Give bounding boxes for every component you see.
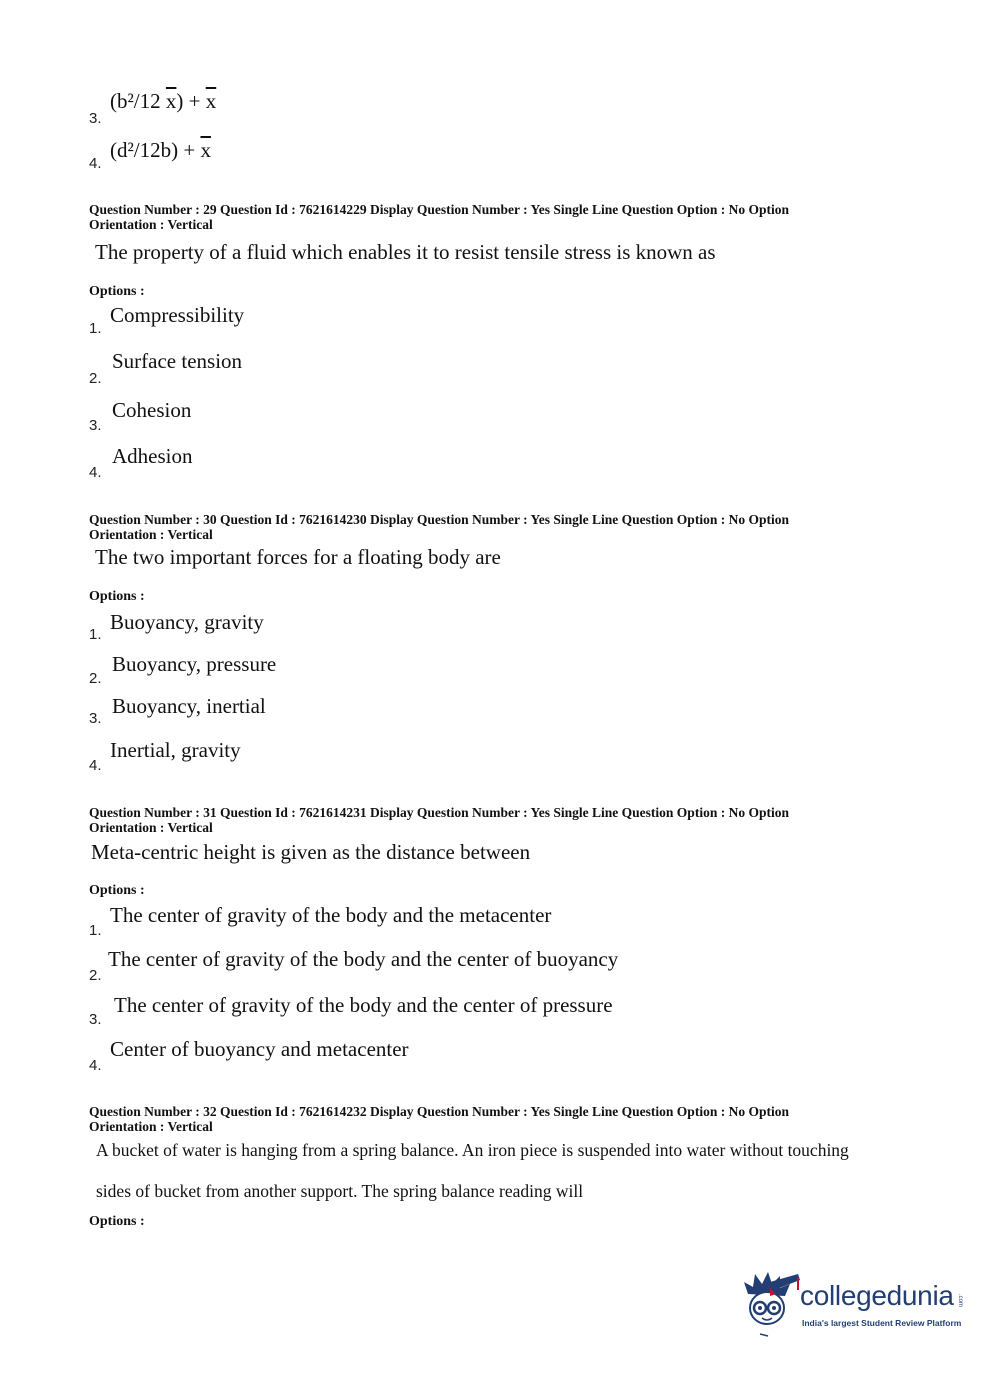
q31-option-3-text: The center of gravity of the body and the center of pressure <box>114 993 613 1017</box>
q29-options-label: Options : <box>89 284 145 299</box>
q31-option-2-number: 2. <box>89 967 102 984</box>
brand-suffix: .com <box>957 1294 963 1308</box>
q32-meta: Question Number : 32 Question Id : 7621614232 Display Question Number : Yes Single Line Question Option : No Option Orientation : Vertical <box>89 1104 789 1134</box>
q29-option-2-number: 2. <box>89 370 102 387</box>
q30-option-4-number: 4. <box>89 757 102 774</box>
q31-option-4-number: 4. <box>89 1057 102 1074</box>
q30-text: The two important forces for a floating body are <box>95 545 501 569</box>
q29-meta: Question Number : 29 Question Id : 7621614229 Display Question Number : Yes Single Line Question Option : No Option Orientation : Vertical <box>89 202 789 232</box>
q29-option-4-number: 4. <box>89 464 102 481</box>
q31-option-2-text: The center of gravity of the body and the center of buoyancy <box>108 947 619 971</box>
prev-option-4-number: 4. <box>89 155 102 172</box>
q30-option-2-number: 2. <box>89 670 102 687</box>
q30-options-label: Options : <box>89 589 145 604</box>
brand-name: collegedunia <box>800 1280 954 1311</box>
q29-text: The property of a fluid which enables it to resist tensile stress is known as <box>95 240 716 264</box>
q30-option-3-text: Buoyancy, inertial <box>112 694 266 718</box>
q30-option-3-number: 3. <box>89 710 102 727</box>
prev-option-4-text: $(d^2/12b) + \overline{x}$ <box>110 138 211 162</box>
q31-meta: Question Number : 31 Question Id : 7621614231 Display Question Number : Yes Single Line Question Option : No Option Orientation : Vertical <box>89 805 789 835</box>
q31-options-label: Options : <box>89 883 145 898</box>
q30-option-2-text: Buoyancy, pressure <box>112 652 277 676</box>
q30-option-4-text: Inertial, gravity <box>110 738 241 762</box>
q29-option-1-text: Compressibility <box>110 303 245 327</box>
q30-option-1-number: 1. <box>89 626 102 643</box>
q32-options-label: Options : <box>89 1214 145 1229</box>
prev-option-3-text: (b²/12 $\overline{x}) + \overline{x}$ <box>110 89 217 113</box>
q31-option-4-text: Center of buoyancy and metacenter <box>110 1037 409 1061</box>
q29-option-1-number: 1. <box>89 320 102 337</box>
q31-option-1-number: 1. <box>89 922 102 939</box>
prev-option-3-number: 3. <box>89 110 102 127</box>
q30-option-1-text: Buoyancy, gravity <box>110 610 264 634</box>
q29-option-4-text: Adhesion <box>112 444 193 468</box>
q30-meta: Question Number : 30 Question Id : 7621614230 Display Question Number : Yes Single Line Question Option : No Option Orientation : Vertical <box>89 512 789 542</box>
q29-option-3-text: Cohesion <box>112 398 192 422</box>
brand-tagline: India's largest Student Review Platform <box>802 1318 962 1328</box>
q31-option-3-number: 3. <box>89 1011 102 1028</box>
q29-option-2-text: Surface tension <box>112 349 243 373</box>
q31-text: Meta-centric height is given as the distance between <box>91 840 531 864</box>
q29-option-3-number: 3. <box>89 417 102 434</box>
mascot-icon <box>740 1268 802 1340</box>
q32-text-line-1: A bucket of water is hanging from a spring balance. An iron piece is suspended into water without touching <box>96 1140 849 1160</box>
q32-text-line-2: sides of bucket from another support. The spring balance reading will <box>96 1181 584 1201</box>
collegedunia-logo <box>740 1268 970 1340</box>
q31-option-1-text: The center of gravity of the body and the metacenter <box>110 903 552 927</box>
